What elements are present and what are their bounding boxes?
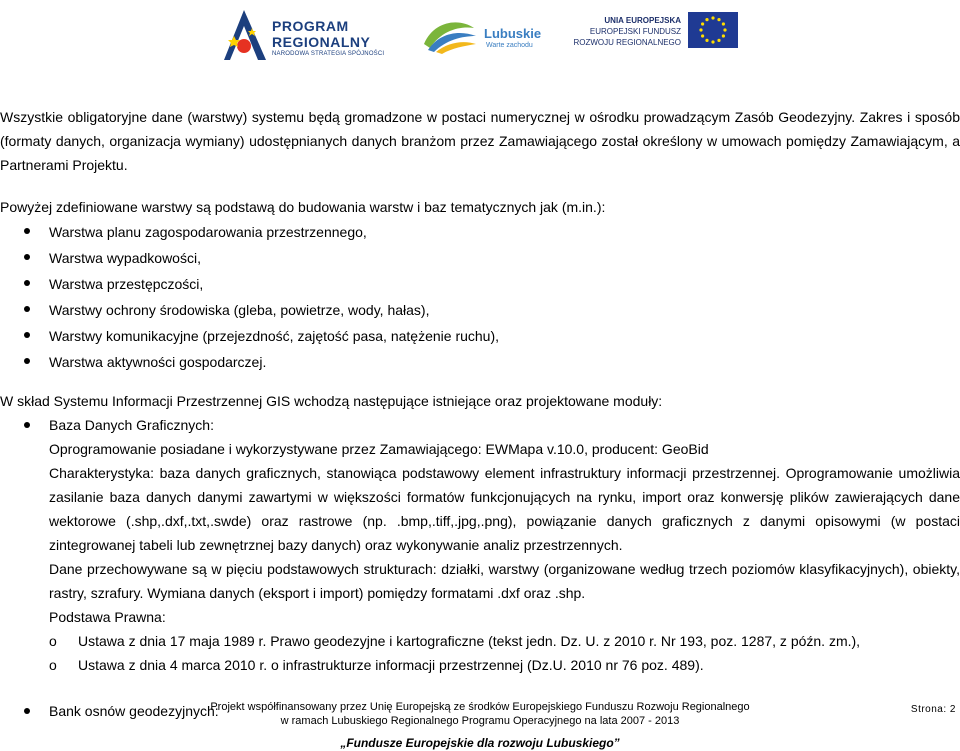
paragraph-layers-intro: Powyżej zdefiniowane warstwy są podstawą do budowania warstw i baz tematycznych jak (m.in.):: [0, 199, 606, 215]
program-regionalny-mark-icon: [222, 8, 268, 62]
program-regionalny-line3: NARODOWA STRATEGIA SPÓJNOŚCI: [272, 51, 385, 57]
paragraph-modules-intro: W skład Systemu Informacji Przestrzennej GIS wchodzą następujące istniejące oraz projektowane moduły:: [0, 393, 663, 409]
legal-item-text: Ustawa z dnia 4 marca 2010 r. o infrastrukturze informacji przestrzennej (Dz.U. 2010 nr 76 poz. 489).: [78, 657, 704, 673]
list-item: Warstwa przestępczości,: [0, 271, 960, 297]
document-body: [0, 105, 960, 723]
program-regionalny-logo: [222, 6, 392, 64]
eu-line3: ROZWOJU REGIONALNEGO: [573, 38, 681, 47]
list-marker: o: [49, 657, 57, 673]
lubuskie-line1: Lubuskie: [484, 26, 542, 41]
paragraph-data-storage: Wszystkie obligatoryjne dane (warstwy) systemu będą gromadzone w postaci numerycznej w ośrodku prowadzącym Zasób Geodezyjny. Zakres i sposób (formaty danych, organizacja wymiany) udostępnianych danych branżom przez Zamawiającego został określony w umowach pomiędzy Zamawiającym, a Partnerami Projektu.: [0, 109, 960, 173]
list-item: Warstwa planu zagospodarowania przestrzennego,: [0, 219, 960, 245]
page-number: Strona: 2: [910, 704, 956, 715]
footer-cofinancing-line1: Projekt współfinansowany przez Unię Europejską ze środków Europejskiego Funduszu Rozwoju Regionalnego: [210, 701, 750, 713]
list-item: Warstwy komunikacyjne (przejezdność, zajętość pasa, natężenie ruchu),: [0, 323, 960, 349]
lubuskie-line2: Warte zachodu: [486, 42, 533, 49]
list-marker: o: [49, 633, 57, 649]
module-software: Oprogramowanie posiadane i wykorzystywane przez Zamawiającego: EWMapa v.10.0, producent: GeoBid: [49, 441, 709, 457]
footer-motto: „Fundusze Europejskie dla rozwoju Lubuskiego”: [340, 736, 620, 750]
list-item-module-geodetic-bank: Bank osnów geodezyjnych:: [0, 699, 960, 723]
list-item: [0, 653, 960, 677]
list-item: Warstwa wypadkowości,: [0, 245, 960, 271]
list-item: [0, 629, 960, 653]
lubuskie-mark-icon: [420, 14, 478, 54]
legal-item-text: Ustawa z dnia 17 maja 1989 r. Prawo geodezyjne i kartograficzne (tekst jedn. Dz. U. z 2010 r. Nr 193, poz. 1287, z późn. zm.),: [78, 633, 861, 649]
program-regionalny-line1: PROGRAM: [272, 18, 349, 34]
footer-cofinancing-line2: w ramach Lubuskiego Regionalnego Programu Operacyjnego na lata 2007 - 2013: [280, 715, 680, 727]
modules-list: [0, 413, 960, 437]
program-regionalny-line2: REGIONALNY: [272, 34, 371, 50]
list-item: Warstwa aktywności gospodarczej.: [0, 349, 960, 375]
page-footer: [0, 696, 960, 751]
eu-flag-icon: [688, 12, 738, 48]
lubuskie-logo: [420, 10, 545, 60]
module-storage: Dane przechowywane są w pięciu podstawowych strukturach: działki, warstwy (organizowane według trzech poziomów klasyfikacyjnych), obiekty, rastry, szrafury. Wymiana danych (eksport i import) pomiędzy formatami .dxf oraz .shp.: [49, 561, 960, 601]
list-item-module-graphics-db: Baza Danych Graficznych:: [0, 413, 960, 437]
module-graphics-db-details: [0, 437, 960, 629]
legal-list: [0, 629, 960, 677]
eu-logo: [573, 12, 738, 54]
layers-list: [0, 219, 960, 375]
eu-line1: UNIA EUROPEJSKA: [604, 16, 681, 25]
logo-header: [0, 0, 960, 80]
list-item: Warstwy ochrony środowiska (gleba, powietrze, wody, hałas),: [0, 297, 960, 323]
legal-basis-title: Podstawa Prawna:: [49, 609, 166, 625]
module-description: Charakterystyka: baza danych graficznych, stanowiąca podstawowy element infrastruktury informacji przestrzennej. Oprogramowanie umożliwia zasilanie baza danych danymi zawartymi w większości formatów funkcjonujących na rynku, import oraz konwersję plików zawierających dane wektorowe (.shp,.dxf,.txt,.swde) oraz rastrowe (np. .bmp,.tiff,.jpg,.png), powiązanie danych graficznych z danymi opisowymi (w postaci zintegrowanej tabeli lub zewnętrznej bazy danych) oraz wykonywanie analiz przestrzennych.: [49, 465, 960, 553]
eu-line2: EUROPEJSKI FUNDUSZ: [589, 27, 681, 36]
